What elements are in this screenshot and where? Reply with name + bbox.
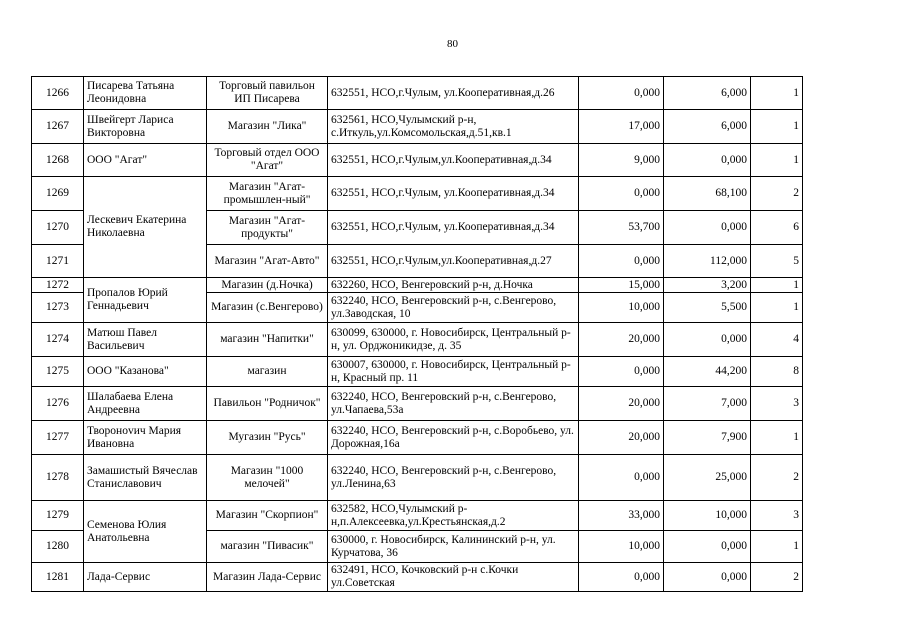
value-1: 20,000	[579, 421, 664, 455]
count: 1	[751, 110, 803, 144]
count: 4	[751, 323, 803, 357]
value-2: 0,000	[664, 211, 751, 245]
record-number: 1277	[32, 421, 84, 455]
address: 630099, 630000, г. Новосибирск, Центральный р-н, ул. Орджоникидзе, д. 35	[328, 323, 579, 357]
object-name: Мугазин "Русь"	[207, 421, 328, 455]
value-2: 44,200	[664, 357, 751, 387]
object-name: магазин	[207, 357, 328, 387]
owner-name: Матюш Павел Васильевич	[84, 323, 207, 357]
object-name: магазин "Пивасик"	[207, 531, 328, 563]
table-row	[32, 563, 803, 592]
value-1: 10,000	[579, 531, 664, 563]
record-number: 1267	[32, 110, 84, 144]
address: 632551, НСО,г.Чулым,ул.Кооперативная,д.27	[328, 245, 579, 278]
record-number: 1270	[32, 211, 84, 245]
owner-name: ООО "Агат"	[84, 144, 207, 177]
object-name: Магазин "Агат-промышлен-ный"	[207, 177, 328, 211]
record-number: 1278	[32, 455, 84, 501]
value-1: 20,000	[579, 323, 664, 357]
count: 1	[751, 77, 803, 110]
record-number: 1273	[32, 293, 84, 323]
value-2: 0,000	[664, 144, 751, 177]
object-name: Магазин "Скорпион"	[207, 501, 328, 531]
count: 1	[751, 421, 803, 455]
value-1: 17,000	[579, 110, 664, 144]
object-name: Торговый павильон ИП Писарева	[207, 77, 328, 110]
value-1: 0,000	[579, 563, 664, 592]
count: 8	[751, 357, 803, 387]
value-2: 6,000	[664, 77, 751, 110]
value-1: 0,000	[579, 357, 664, 387]
count: 2	[751, 563, 803, 592]
record-number: 1268	[32, 144, 84, 177]
record-number: 1275	[32, 357, 84, 387]
address: 632260, НСО, Венгеровский р-н, д.Ночка	[328, 278, 579, 293]
value-1: 20,000	[579, 387, 664, 421]
count: 3	[751, 501, 803, 531]
value-2: 112,000	[664, 245, 751, 278]
owner-name: Лескевич Екатерина Николаевна	[84, 177, 207, 278]
address: 632561, НСО,Чулымский р-н, с.Иткуль,ул.Комсомольская,д.51,кв.1	[328, 110, 579, 144]
address: 632551, НСО,г.Чулым, ул.Кооперативная,д.34	[328, 177, 579, 211]
value-2: 7,000	[664, 387, 751, 421]
owner-name: Швейгерт Лариса Викторовна	[84, 110, 207, 144]
page-number: 80	[447, 38, 458, 50]
record-number: 1280	[32, 531, 84, 563]
owner-name: Твороноvич Мария Ивановна	[84, 421, 207, 455]
value-1: 0,000	[579, 177, 664, 211]
record-number: 1276	[32, 387, 84, 421]
record-number: 1281	[32, 563, 84, 592]
object-name: Магазин "Лика"	[207, 110, 328, 144]
owner-name: Лада-Сервис	[84, 563, 207, 592]
count: 6	[751, 211, 803, 245]
table-row	[32, 177, 803, 211]
address: 632551, НСО,г.Чулым,ул.Кооперативная,д.34	[328, 144, 579, 177]
object-name: Магазин "Агат-Авто"	[207, 245, 328, 278]
value-2: 0,000	[664, 563, 751, 592]
object-name: Магазин (с.Венгерово)	[207, 293, 328, 323]
registry-table	[31, 76, 803, 592]
object-name: Магазин Лада-Сервис	[207, 563, 328, 592]
value-2: 5,500	[664, 293, 751, 323]
object-name: Торговый отдел ООО "Агат"	[207, 144, 328, 177]
object-name: магазин "Напитки"	[207, 323, 328, 357]
owner-name: Пропалов Юрий Геннадьевич	[84, 278, 207, 323]
table-row	[32, 455, 803, 501]
table-row	[32, 387, 803, 421]
table-row	[32, 144, 803, 177]
value-2: 25,000	[664, 455, 751, 501]
object-name: Магазин (д.Ночка)	[207, 278, 328, 293]
value-2: 0,000	[664, 323, 751, 357]
count: 1	[751, 278, 803, 293]
owner-name: Писарева Татьяна Леонидовна	[84, 77, 207, 110]
count: 5	[751, 245, 803, 278]
table-row	[32, 110, 803, 144]
address: 632582, НСО,Чулымский р-н,п.Алексеевка,ул.Крестьянская,д.2	[328, 501, 579, 531]
record-number: 1269	[32, 177, 84, 211]
value-2: 0,000	[664, 531, 751, 563]
record-number: 1266	[32, 77, 84, 110]
address: 630007, 630000, г. Новосибирск, Центральный р-н, Красный пр. 11	[328, 357, 579, 387]
value-2: 10,000	[664, 501, 751, 531]
count: 2	[751, 177, 803, 211]
table-row	[32, 421, 803, 455]
value-1: 0,000	[579, 245, 664, 278]
table-row	[32, 77, 803, 110]
count: 1	[751, 531, 803, 563]
count: 1	[751, 144, 803, 177]
address: 632240, НСО, Венгеровский р-н, с.Воробьево, ул. Дорожная,16а	[328, 421, 579, 455]
table-row	[32, 501, 803, 531]
value-2: 6,000	[664, 110, 751, 144]
value-1: 0,000	[579, 455, 664, 501]
address: 632551, НСО,г.Чулым, ул.Кооперативная,д.26	[328, 77, 579, 110]
owner-name: Замашистый Вячеслав Станиславович	[84, 455, 207, 501]
count: 2	[751, 455, 803, 501]
address: 632240, НСО, Венгеровский р-н, с.Венгерово, ул.Чапаева,53а	[328, 387, 579, 421]
table-row	[32, 357, 803, 387]
record-number: 1279	[32, 501, 84, 531]
address: 632240, НСО, Венгеровский р-н, с.Венгерово, ул.Заводская, 10	[328, 293, 579, 323]
value-1: 0,000	[579, 77, 664, 110]
value-1: 53,700	[579, 211, 664, 245]
value-1: 33,000	[579, 501, 664, 531]
record-number: 1271	[32, 245, 84, 278]
object-name: Магазин "1000 мелочей"	[207, 455, 328, 501]
value-1: 15,000	[579, 278, 664, 293]
value-2: 68,100	[664, 177, 751, 211]
count: 3	[751, 387, 803, 421]
value-1: 9,000	[579, 144, 664, 177]
address: 630000, г. Новосибирск, Калининский р-н, ул. Курчатова, 36	[328, 531, 579, 563]
address: 632551, НСО,г.Чулым, ул.Кооперативная,д.34	[328, 211, 579, 245]
table-row	[32, 323, 803, 357]
record-number: 1272	[32, 278, 84, 293]
address: 632491, НСО, Кочковский р-н с.Кочки ул.Советская	[328, 563, 579, 592]
value-2: 3,200	[664, 278, 751, 293]
count: 1	[751, 293, 803, 323]
object-name: Павильон "Родничок"	[207, 387, 328, 421]
value-1: 10,000	[579, 293, 664, 323]
address: 632240, НСО, Венгеровский р-н, с.Венгерово, ул.Ленина,63	[328, 455, 579, 501]
value-2: 7,900	[664, 421, 751, 455]
object-name: Магазин "Агат-продукты"	[207, 211, 328, 245]
owner-name: Шалабаева Елена Андреевна	[84, 387, 207, 421]
owner-name: ООО "Казанова"	[84, 357, 207, 387]
record-number: 1274	[32, 323, 84, 357]
owner-name: Семенова Юлия Анатольевна	[84, 501, 207, 563]
table-row	[32, 278, 803, 293]
